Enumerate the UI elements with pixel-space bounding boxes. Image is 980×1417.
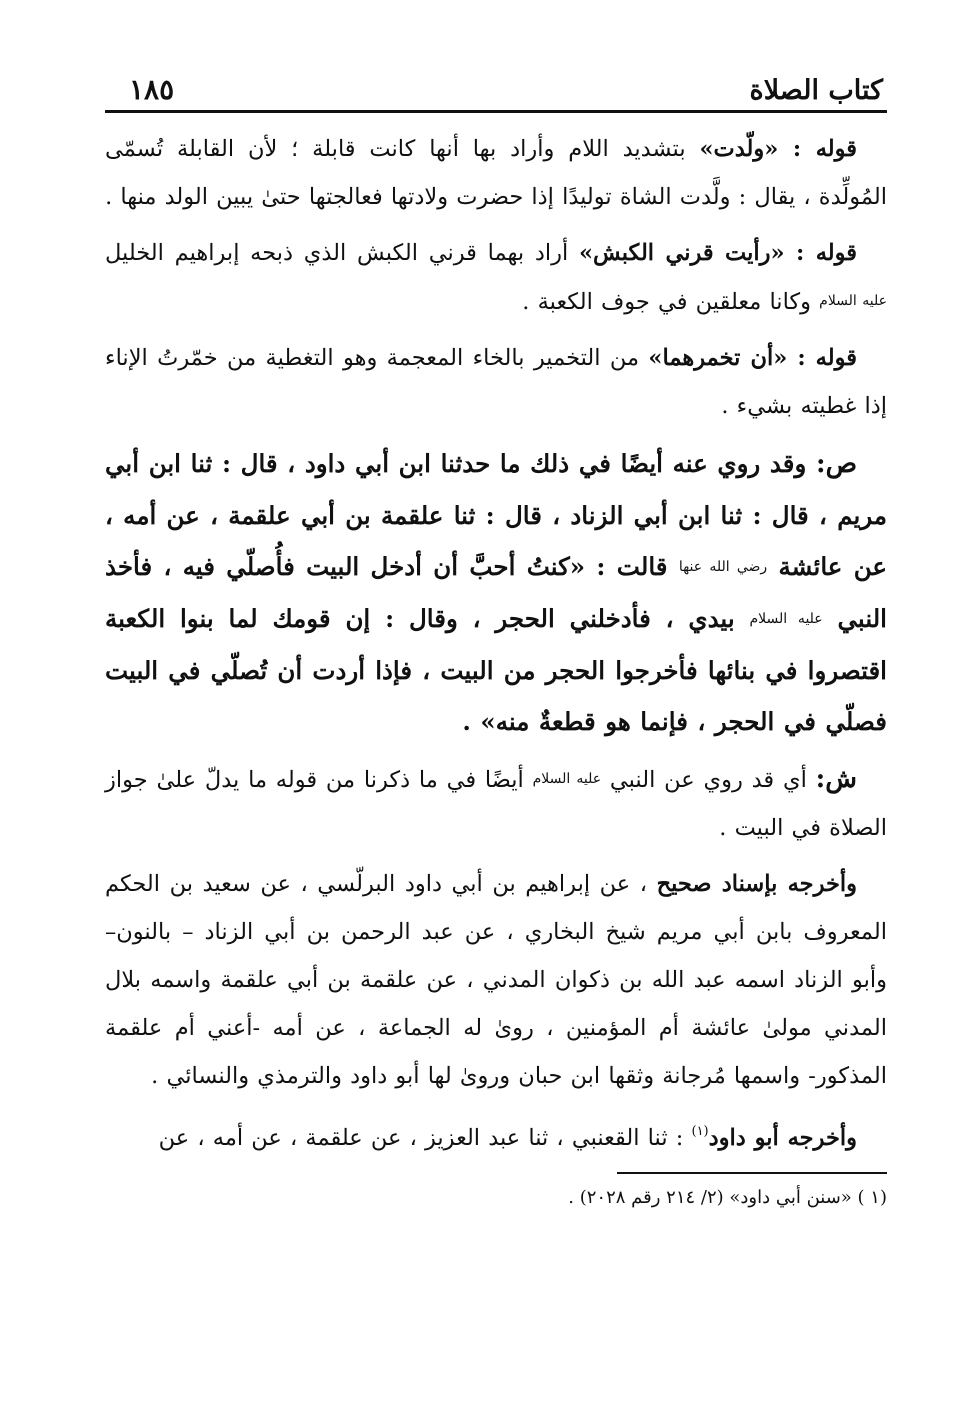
sharh-sigla: ش:	[815, 764, 857, 794]
commentary-paragraph-2	[105, 229, 887, 326]
lemma-heading: وأخرجه بإسناد صحيح	[656, 871, 858, 897]
paragraph-text: وكانا معلقين في جوف الكعبة .	[522, 289, 820, 315]
matn-sigla: ص:	[815, 449, 857, 479]
commentary-paragraph-1	[105, 125, 887, 221]
commentary-paragraph-3	[105, 334, 887, 430]
paragraph-text: أي قد روي عن النبي	[601, 767, 816, 793]
footnote: (١ ) «سنن أبي داود» (٢/ ٢١٤ رقم ٢٠٢٨) .	[568, 1187, 887, 1208]
salutation-glyph: عليه السلام	[532, 771, 602, 787]
page-number: ١٨٥	[129, 73, 175, 106]
lemma-heading: قوله : «أن تخمرهما»	[648, 345, 857, 371]
paragraph-text: من التخمير بالخاء المعجمة وهو التغطية من خمّرتُ الإناء إذا غطيته بشيء .	[105, 345, 887, 419]
paragraph-text: قالت : «كنتُ أحبَّ أن أدخل البيت فأُصلّي فيه ، فأخذ النبي	[105, 552, 887, 633]
salutation-glyph: رضي الله عنها	[678, 559, 768, 575]
lemma-heading: وأخرجه أبو داود	[708, 1125, 857, 1151]
sharh-paragraph	[105, 755, 887, 852]
paragraph-text: بيدي ، فأدخلني الحجر ، وقال : إن قومك لما بنوا الكعبة اقتصروا في بنائها فأخرجوا الحجر من البيت ، فإذا أردت أن تُصلّي في البيت فصلّي في الحجر ، فإنما هو قطعةٌ منه» .	[105, 604, 887, 736]
commentary-paragraph-7	[105, 1108, 887, 1162]
paragraph-text: أيضًا في ما ذكرنا من قوله ما يدلّ علىٰ جواز الصلاة في البيت .	[105, 767, 887, 841]
matn-paragraph	[105, 438, 887, 747]
book-page	[105, 62, 887, 1214]
salutation-glyph: عليه السلام	[749, 611, 823, 627]
lemma-heading: قوله : «ولّدت»	[699, 136, 857, 162]
footnote-reference[interactable]: (١)	[691, 1124, 709, 1139]
footnote-divider	[617, 1172, 887, 1174]
paragraph-text: ، عن إبراهيم بن أبي داود البرلّسي ، عن سعيد بن الحكم المعروف بابن أبي مريم شيخ البخاري ، عن عبد الرحمن بن أبي الزناد – بالنون– وأبو الزناد اسمه عبد الله بن ذكوان المدني ، عن علقمة بن أبي علقمة واسمه بلال المدني مولىٰ عائشة أم المؤمنين ، روىٰ له الجماعة ، عن أمه -أعني أم علقمة المذكور- واسمها مُرجانة وثقها ابن حبان وروىٰ لها أبو داود والترمذي والنسائي .	[105, 871, 887, 1089]
paragraph-text: بتشديد اللام وأراد بها أنها كانت قابلة ؛ لأن القابلة تُسمّى المُولِّدة ، يقال : ولَّدت الشاة توليدًا إذا حضرت ولادتها فعالجتها حتىٰ يبين الولد منها .	[105, 136, 887, 210]
paragraph-text: : ثنا القعنبي ، ثنا عبد العزيز ، عن علقمة ، عن أمه ، عن	[158, 1125, 692, 1151]
paragraph-text: وقد روي عنه أيضًا في ذلك ما حدثنا ابن أبي داود ، قال : ثنا ابن أبي مريم ، قال : ثنا ابن أبي الزناد ، قال : ثنا علقمة بن أبي علقمة ، عن أمه ، عن عائشة	[105, 449, 887, 581]
paragraph-text: أراد بهما قرني الكبش الذي ذبحه إبراهيم الخليل	[105, 240, 579, 266]
running-title: كتاب الصلاة	[749, 75, 883, 106]
page-body	[105, 125, 887, 1162]
page-header	[105, 62, 887, 113]
lemma-heading: قوله : «رأيت قرني الكبش»	[578, 240, 857, 266]
salutation-glyph: عليه السلام	[819, 293, 887, 309]
commentary-paragraph-6	[105, 860, 887, 1100]
